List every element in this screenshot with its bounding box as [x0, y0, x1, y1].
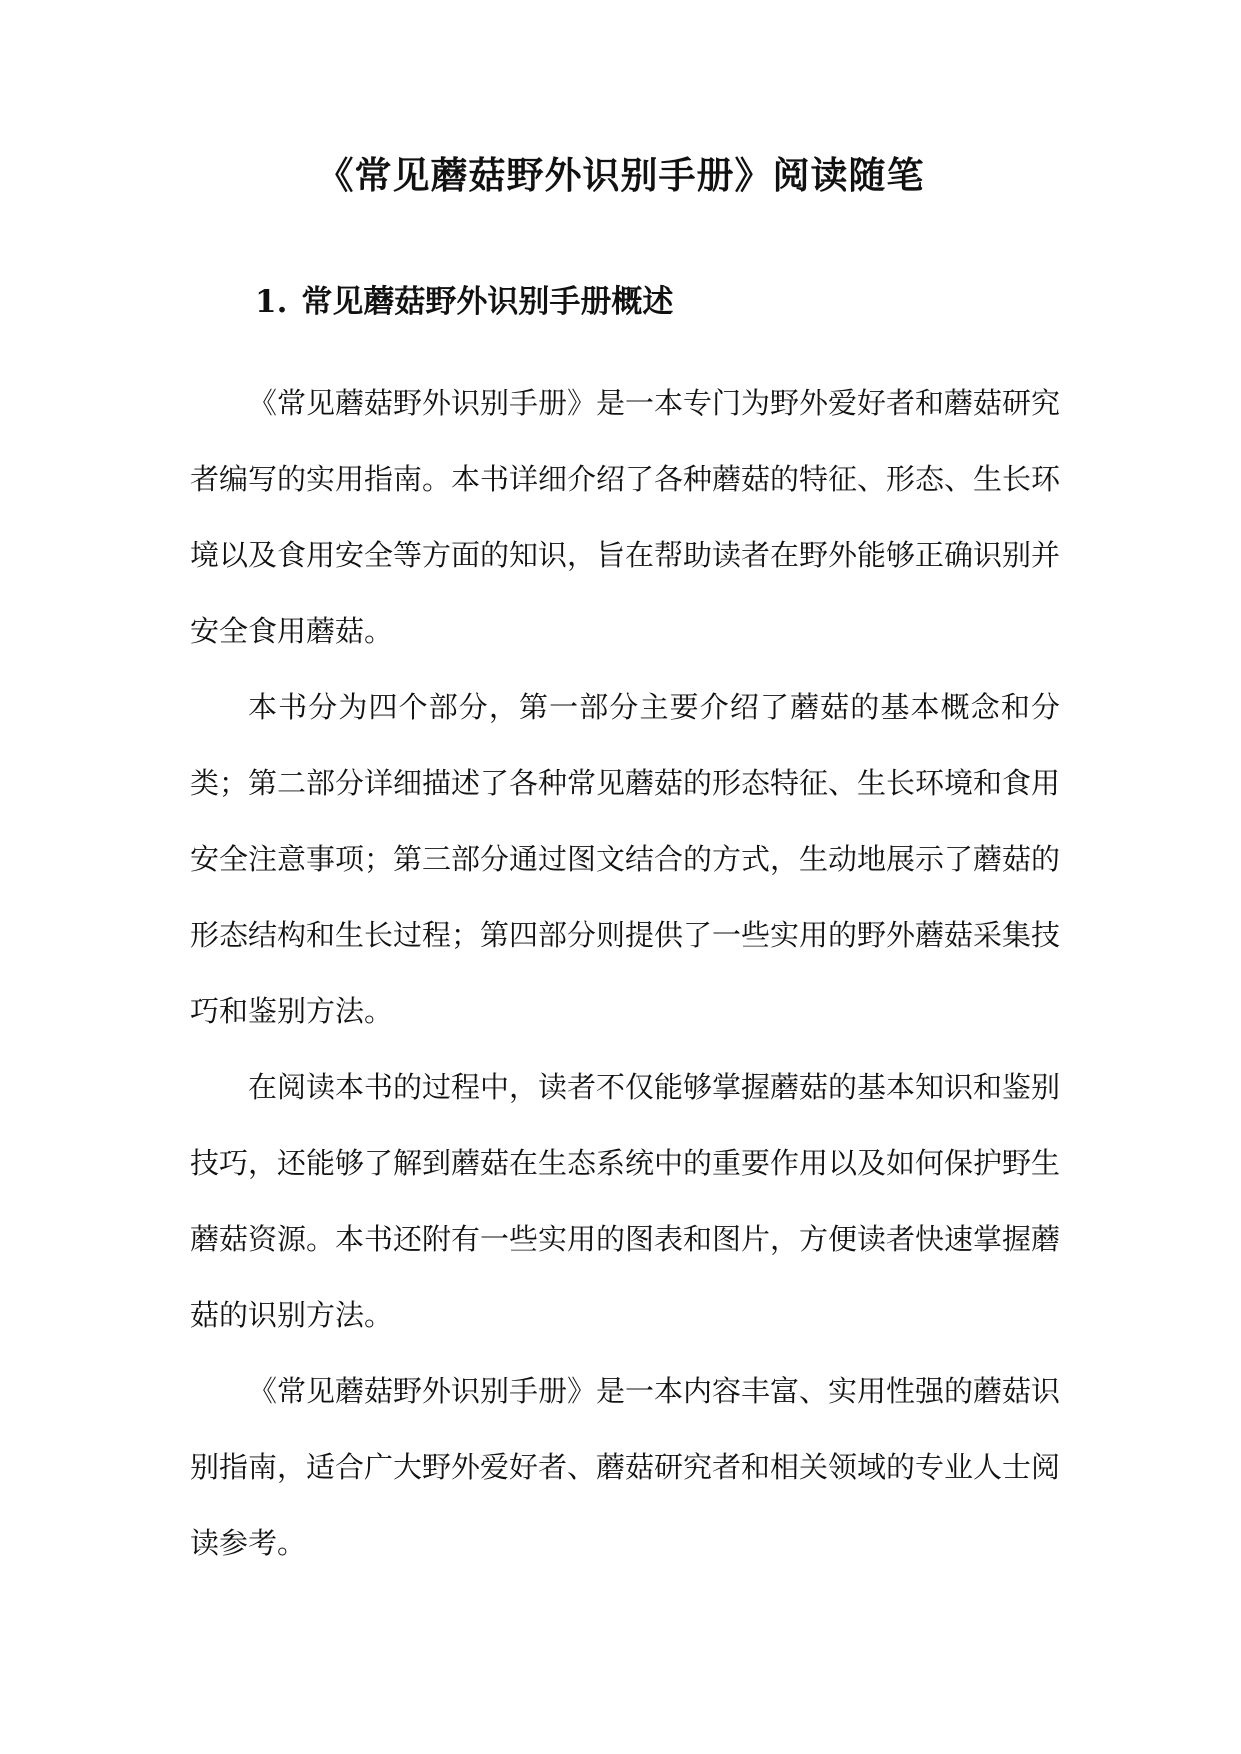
- section-heading-text: 常见蘑菇野外识别手册概述: [301, 284, 674, 320]
- section-heading: [255, 280, 673, 324]
- document-title: 《常见蘑菇野外识别手册》阅读随笔: [316, 153, 925, 197]
- section-number: 1.: [255, 284, 288, 320]
- paragraph-1: 《常见蘑菇野外识别手册》是一本专门为野外爱好者和蘑菇研究者编写的实用指南。本书详细介绍了各种蘑菇的特征、形态、生长环境以及食用安全等方面的知识，旨在帮助读者在野外能够正确识别并安全食用蘑菇。: [190, 386, 1061, 648]
- paragraph-3: 在阅读本书的过程中，读者不仅能够掌握蘑菇的基本知识和鉴别技巧，还能够了解到蘑菇在生态系统中的重要作用以及如何保护野生蘑菇资源。本书还附有一些实用的图表和图片，方便读者快速掌握蘑菇的识别方法。: [190, 1070, 1061, 1332]
- body-text: [190, 365, 1060, 1581]
- paragraph-4: 《常见蘑菇野外识别手册》是一本内容丰富、实用性强的蘑菇识别指南，适合广大野外爱好者、蘑菇研究者和相关领域的专业人士阅读参考。: [190, 1374, 1061, 1560]
- paragraph-2: 本书分为四个部分，第一部分主要介绍了蘑菇的基本概念和分类；第二部分详细描述了各种常见蘑菇的形态特征、生长环境和食用安全注意事项；第三部分通过图文结合的方式，生动地展示了蘑菇的形态结构和生长过程；第四部分则提供了一些实用的野外蘑菇采集技巧和鉴别方法。: [190, 690, 1061, 1028]
